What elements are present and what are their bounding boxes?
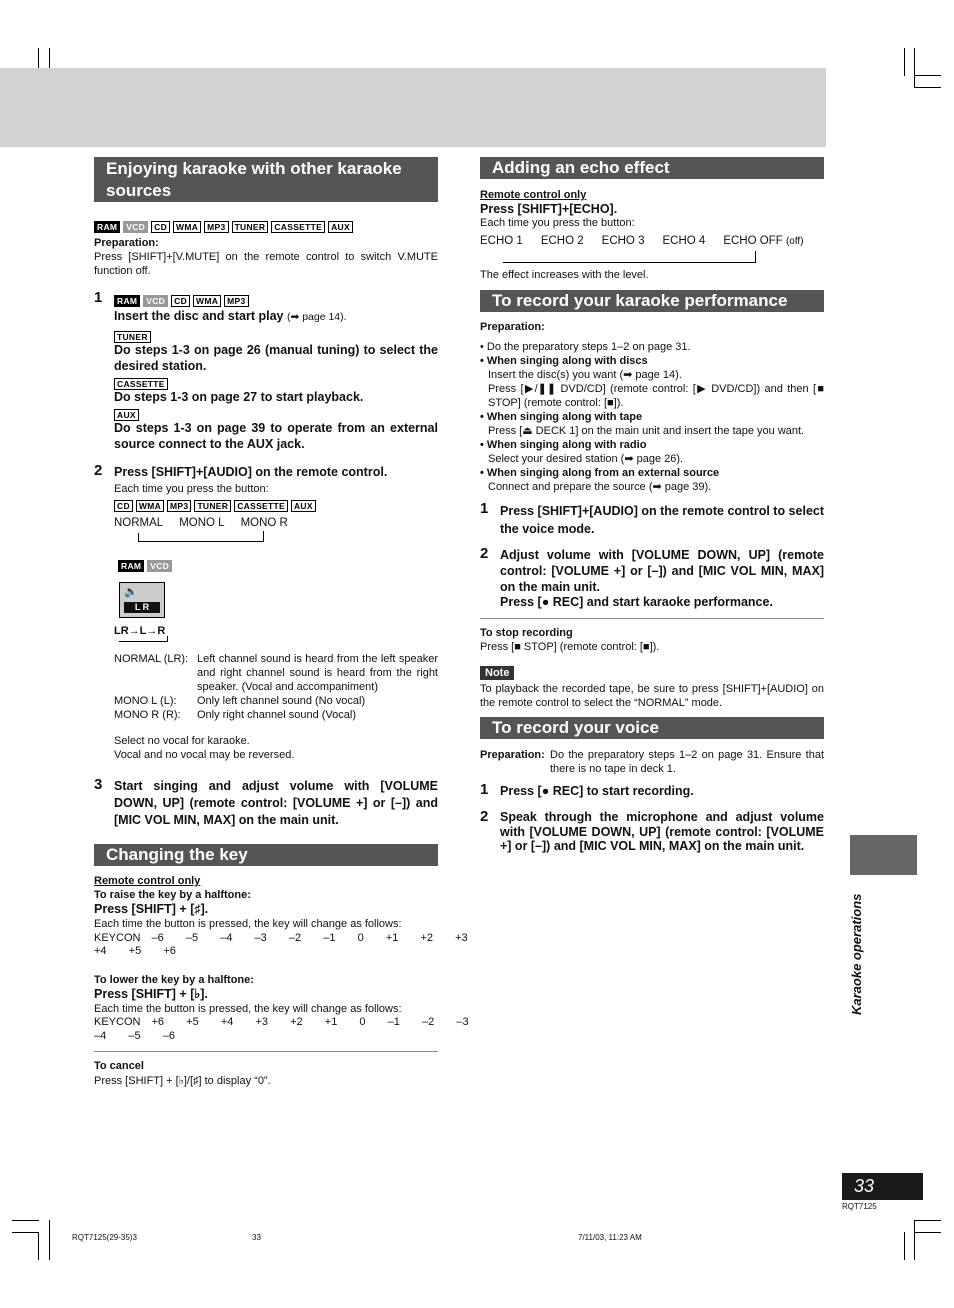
crop-mark: [914, 75, 941, 76]
crop-mark: [49, 1220, 50, 1260]
record-prep-list: [480, 340, 824, 494]
raise-desc: Each time the button is pressed, the key will change as follows:: [94, 918, 402, 930]
cycle-arrow-line: [138, 541, 264, 542]
divider: [480, 618, 824, 619]
tag-cd: CD: [151, 221, 170, 233]
stop-text: Press [■ STOP] (remote control: [■]).: [480, 641, 660, 653]
divider: [94, 1051, 438, 1052]
section-title-record: To record your karaoke performance: [480, 290, 824, 312]
step1-ref: (➡ page 14).: [286, 311, 347, 323]
cycle-arrow-line: [119, 641, 168, 642]
select-note: Select no vocal for karaoke.: [114, 735, 250, 747]
step-number: 1: [480, 500, 489, 517]
echo-level: ECHO 3: [601, 235, 645, 247]
tuner-text: Do steps 1-3 on page 26 (manual tuning) to select the desired station.: [114, 343, 438, 373]
note-text: To playback the recorded tape, be sure to press [SHIFT]+[AUDIO] on the remote control to select the “NORMAL” mode.: [480, 683, 824, 709]
footer-date: 7/11/03, 11:23 AM: [578, 1233, 642, 1242]
lower-seq: –4 –5 –6: [94, 1030, 175, 1042]
tag-cassette: CASSETTE: [271, 221, 325, 233]
tag-cassette: CASSETTE: [234, 500, 288, 512]
source-tags: [94, 221, 353, 233]
voice-prep-text: Do the preparatory steps 1–2 on page 31. Ensure that there is no tape in deck 1.: [550, 749, 824, 775]
tag-tuner: TUNER: [114, 331, 151, 343]
mode-desc: Only right channel sound (Vocal): [197, 709, 356, 721]
bullet-text: Do the preparatory steps 1–2 on page 31.: [486, 341, 691, 353]
step-number: 2: [480, 808, 489, 825]
bullet-text: Insert the disc(s) you want (➡ page 14).: [488, 369, 682, 381]
cycle-arrow-line: [503, 262, 756, 263]
page-number: 33: [842, 1173, 923, 1200]
step1-text: Insert the disc and start play: [114, 309, 284, 323]
cycle-arrow-line: [263, 531, 264, 542]
tag-wma: WMA: [193, 295, 221, 307]
cycle-arrow-line: [755, 251, 756, 263]
cancel-text: Press [SHIFT] + [♭]/[♯] to display “0”.: [94, 1075, 271, 1087]
echo-off-item: [723, 235, 803, 247]
side-label: Karaoke operations: [849, 893, 864, 1015]
echo-level: ECHO OFF: [723, 235, 783, 247]
footer-file: RQT7125(29-35)3: [72, 1233, 137, 1242]
step2-sub: Each time you press the button:: [114, 483, 269, 495]
tag-cd: CD: [114, 500, 133, 512]
record-step2-text2: Press [● REC] and start karaoke performance.: [500, 595, 773, 609]
step1-tags: [114, 295, 249, 307]
prep-label: Preparation:: [480, 749, 545, 761]
mode-name: NORMAL (LR):: [114, 653, 189, 665]
step2-tags: [114, 500, 316, 512]
crop-mark: [914, 87, 941, 88]
lower-press: Press [SHIFT] + [♭].: [94, 987, 208, 1001]
tag-ram: RAM: [118, 560, 144, 572]
side-tab: [850, 835, 917, 875]
mode-row: [114, 652, 438, 694]
mode-row: [114, 708, 438, 722]
step3-text: Start singing and adjust volume with [VOLUME DOWN, UP] (remote control: [VOLUME +] or [–]) and [MIC VOL MIN, MAX] on the main unit.: [114, 779, 438, 827]
tag-aux: AUX: [291, 500, 316, 512]
mode-mono-l: MONO L: [179, 517, 225, 529]
mode-row: [114, 694, 438, 708]
header-band: [0, 68, 826, 147]
mode-desc: Left channel sound is heard from the left speaker and right channel sound is heard from the right speaker. (Vocal and accompaniment): [197, 653, 438, 693]
step-number: 2: [94, 462, 103, 479]
cycle-arrow-line: [167, 636, 168, 642]
lr-cycle: LR→L→R: [114, 625, 166, 637]
footer-page: 33: [252, 1233, 261, 1242]
cassette-text: Do steps 1-3 on page 27 to start playback.: [114, 390, 364, 404]
tag-wma: WMA: [173, 221, 201, 233]
echo-effect: The effect increases with the level.: [480, 269, 649, 281]
prep-bullet: • When singing along with tape: [480, 411, 643, 423]
record-step1-text: Press [SHIFT]+[AUDIO] on the remote control to select the voice mode.: [500, 504, 825, 536]
cycle-arrow-line: [138, 533, 139, 542]
record-step2-text: Adjust volume with [VOLUME DOWN, UP] (remote control: [VOLUME +] or [–]) and [MIC VOL MIN, MAX] on the main unit.: [500, 548, 824, 594]
stop-label: To stop recording: [480, 627, 573, 639]
crop-mark: [904, 48, 905, 76]
section-title-echo: Adding an echo effect: [480, 157, 824, 179]
crop-mark: [914, 1220, 941, 1221]
tag-ram: RAM: [94, 221, 120, 233]
bullet-label: When singing along from an external source: [486, 467, 720, 479]
mode-desc: Only left channel sound (No vocal): [197, 695, 366, 707]
echo-off-suffix: (off): [785, 236, 804, 247]
mode-cycle: [114, 517, 288, 529]
display-lr: L R: [124, 602, 160, 613]
voice-step2-text: Speak through the microphone and adjust volume with [VOLUME DOWN, UP] (remote control: [VOLUME +] or [–]) and [MIC VOL MIN, MAX] on the main unit.: [500, 810, 824, 853]
mode-name: MONO R (R):: [114, 709, 181, 721]
echo-cycle: [480, 235, 804, 247]
model-code: RQT7125: [842, 1202, 877, 1211]
crop-mark: [38, 1232, 39, 1260]
prep-bullet: • Do the preparatory steps 1–2 on page 31.: [480, 341, 691, 353]
lower-desc: Each time the button is pressed, the key will change as follows:: [94, 1003, 402, 1015]
tag-aux: AUX: [328, 221, 353, 233]
tag-ram: RAM: [114, 295, 140, 307]
crop-mark: [12, 1232, 39, 1233]
bullet-label: When singing along with radio: [486, 439, 647, 451]
tag-cd: CD: [171, 295, 190, 307]
step1-instruction: [114, 308, 438, 325]
tag-mp3: MP3: [167, 500, 191, 512]
bullet-label: When singing along with tape: [486, 411, 643, 423]
bullet-text: Press [▶/❚❚ DVD/CD] (remote control: [▶ DVD/CD]) and then [■ STOP] (remote control: [■]).: [488, 383, 824, 409]
prep-label: Preparation:: [94, 237, 159, 249]
bullet-text: Press [⏏ DECK 1] on the main unit and insert the tape you want.: [488, 425, 805, 437]
tag-wma: WMA: [136, 500, 164, 512]
mode-normal: NORMAL: [114, 517, 164, 529]
voice-step1-text: Press [● REC] to start recording.: [500, 784, 694, 798]
prep-text: Press [SHIFT]+[V.MUTE] on the remote control to switch V.MUTE function off.: [94, 251, 438, 277]
tag-vcd: VCD: [143, 295, 168, 307]
bullet-text: Select your desired station (➡ page 26).: [488, 453, 684, 465]
aux-text: Do steps 1-3 on page 39 to operate from an external source connect to the AUX jack.: [114, 421, 438, 451]
crop-mark: [904, 1232, 905, 1260]
mode-mono-r: MONO R: [240, 517, 288, 529]
raise-press: Press [SHIFT] + [♯].: [94, 902, 209, 916]
crop-mark: [914, 1232, 941, 1233]
tag-vcd: VCD: [147, 560, 172, 572]
echo-level: ECHO 2: [540, 235, 584, 247]
tag-mp3: MP3: [224, 295, 248, 307]
lower-seq: KEYCON +6 +5 +4 +3 +2 +1 0 –1 –2 –3: [94, 1016, 469, 1028]
step2-text: Press [SHIFT]+[AUDIO] on the remote control.: [114, 465, 388, 479]
echo-press: Press [SHIFT]+[ECHO].: [480, 202, 618, 216]
tag-cassette: CASSETTE: [114, 378, 168, 390]
tag-vcd: VCD: [123, 221, 148, 233]
tag-tuner: TUNER: [232, 221, 269, 233]
speaker-icon: 🔈: [124, 586, 138, 598]
echo-sub: Each time you press the button:: [480, 217, 635, 229]
display-indicator: [119, 582, 165, 618]
ramvcd-tags: [118, 560, 172, 572]
prep-bullet: • When singing along from an external source: [480, 467, 720, 479]
tag-mp3: MP3: [204, 221, 228, 233]
step-number: 3: [94, 776, 103, 793]
echo-level: ECHO 1: [480, 235, 523, 247]
lower-label: To lower the key by a halftone:: [94, 974, 254, 986]
crop-mark: [914, 48, 915, 88]
raise-label: To raise the key by a halftone:: [94, 889, 251, 901]
step-number: 2: [480, 545, 489, 562]
step-number: 1: [94, 289, 103, 306]
cancel-label: To cancel: [94, 1060, 144, 1072]
bullet-label: When singing along with discs: [486, 355, 648, 367]
raise-seq: +4 +5 +6: [94, 945, 176, 957]
step-number: 1: [480, 781, 489, 798]
mode-descriptions: [114, 652, 438, 722]
tag-aux: AUX: [114, 409, 139, 421]
section-title-voice: To record your voice: [480, 717, 824, 739]
crop-mark: [12, 1220, 39, 1221]
section-title-karaoke: Enjoying karaoke with other karaoke sources: [94, 157, 438, 202]
prep-bullet: • When singing along with radio: [480, 439, 647, 451]
mode-name: MONO L (L):: [114, 695, 177, 707]
echo-level: ECHO 4: [662, 235, 706, 247]
prep-bullet: • When singing along with discs: [480, 355, 648, 367]
raise-seq: KEYCON –6 –5 –4 –3 –2 –1 0 +1 +2 +3: [94, 932, 468, 944]
note-label: Note: [480, 666, 514, 680]
remote-only-label: Remote control only: [94, 875, 201, 887]
note-badge: [480, 663, 514, 681]
prep-label: Preparation:: [480, 321, 545, 333]
bullet-text: Connect and prepare the source (➡ page 39).: [488, 481, 712, 493]
select-note: Vocal and no vocal may be reversed.: [114, 749, 295, 761]
remote-only-label: Remote control only: [480, 189, 587, 201]
crop-mark: [914, 1220, 915, 1260]
section-title-key: Changing the key: [94, 844, 438, 866]
tag-tuner: TUNER: [194, 500, 231, 512]
